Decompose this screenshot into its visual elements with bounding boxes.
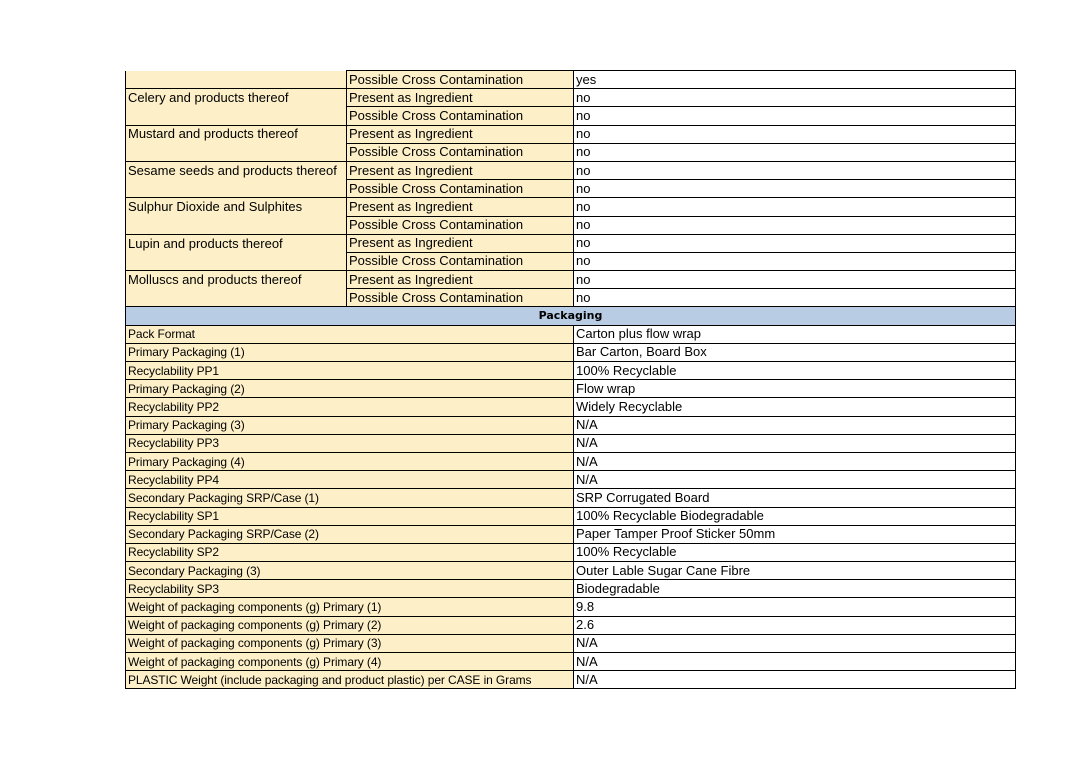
- allergen-row: [126, 143, 1016, 161]
- packaging-row: [126, 434, 1016, 452]
- packaging-label-cell: Weight of packaging components (g) Primary (3): [126, 634, 574, 652]
- packaging-label-cell: Weight of packaging components (g) Primary (1): [126, 598, 574, 616]
- packaging-label-cell: Recyclability SP1: [126, 507, 574, 525]
- allergen-value-cell: no: [574, 161, 1016, 179]
- packaging-label-cell: Secondary Packaging SRP/Case (2): [126, 525, 574, 543]
- allergen-type-cell: Present as Ingredient: [347, 271, 574, 289]
- packaging-row: [126, 398, 1016, 416]
- packaging-row: [126, 325, 1016, 343]
- packaging-value-cell: N/A: [574, 634, 1016, 652]
- allergen-row: [126, 125, 1016, 143]
- allergen-value-cell: yes: [574, 71, 1016, 89]
- packaging-label-cell: Recyclability PP2: [126, 398, 574, 416]
- allergen-name-cell: [126, 180, 347, 198]
- packaging-section: [126, 325, 1016, 689]
- packaging-row: [126, 489, 1016, 507]
- packaging-value-cell: 2.6: [574, 616, 1016, 634]
- allergen-name-cell: Mustard and products thereof: [126, 125, 347, 143]
- packaging-header: Packaging: [126, 307, 1016, 325]
- allergen-row: [126, 71, 1016, 89]
- packaging-row: [126, 580, 1016, 598]
- allergen-value-cell: no: [574, 180, 1016, 198]
- packaging-value-cell: SRP Corrugated Board: [574, 489, 1016, 507]
- packaging-label-cell: Recyclability PP4: [126, 471, 574, 489]
- allergen-name-cell: [126, 71, 347, 89]
- allergen-row: [126, 180, 1016, 198]
- allergen-row: [126, 271, 1016, 289]
- packaging-label-cell: Primary Packaging (1): [126, 343, 574, 361]
- allergen-value-cell: no: [574, 252, 1016, 270]
- allergen-type-cell: Possible Cross Contamination: [347, 289, 574, 307]
- allergen-name-cell: Molluscs and products thereof: [126, 271, 347, 289]
- allergen-type-cell: Present as Ingredient: [347, 198, 574, 216]
- packaging-value-cell: 9.8: [574, 598, 1016, 616]
- packaging-row: [126, 616, 1016, 634]
- allergen-row: [126, 252, 1016, 270]
- allergen-name-cell: Celery and products thereof: [126, 89, 347, 107]
- allergen-value-cell: no: [574, 271, 1016, 289]
- allergen-value-cell: no: [574, 89, 1016, 107]
- packaging-label-cell: Secondary Packaging SRP/Case (1): [126, 489, 574, 507]
- packaging-row: [126, 653, 1016, 671]
- allergen-row: [126, 198, 1016, 216]
- allergen-row: [126, 216, 1016, 234]
- packaging-value-cell: N/A: [574, 671, 1016, 689]
- packaging-row: [126, 416, 1016, 434]
- packaging-label-cell: Recyclability SP2: [126, 543, 574, 561]
- packaging-row: [126, 671, 1016, 689]
- allergen-type-cell: Present as Ingredient: [347, 89, 574, 107]
- allergen-value-cell: no: [574, 107, 1016, 125]
- packaging-value-cell: Flow wrap: [574, 380, 1016, 398]
- spec-sheet-table: [125, 70, 1016, 689]
- allergen-value-cell: no: [574, 234, 1016, 252]
- packaging-row: [126, 507, 1016, 525]
- packaging-row: [126, 343, 1016, 361]
- packaging-value-cell: 100% Recyclable: [574, 362, 1016, 380]
- allergen-name-cell: [126, 289, 347, 307]
- packaging-row: [126, 525, 1016, 543]
- allergen-name-cell: Lupin and products thereof: [126, 234, 347, 252]
- allergen-name-cell: [126, 216, 347, 234]
- packaging-value-cell: N/A: [574, 471, 1016, 489]
- packaging-header-row: [126, 307, 1016, 325]
- packaging-value-cell: Outer Lable Sugar Cane Fibre: [574, 562, 1016, 580]
- packaging-value-cell: Carton plus flow wrap: [574, 325, 1016, 343]
- allergen-type-cell: Possible Cross Contamination: [347, 216, 574, 234]
- packaging-label-cell: Recyclability PP3: [126, 434, 574, 452]
- allergen-section: [126, 71, 1016, 307]
- allergen-row: [126, 289, 1016, 307]
- allergen-name-cell: Sesame seeds and products thereof: [126, 161, 347, 179]
- packaging-row: [126, 598, 1016, 616]
- packaging-row: [126, 634, 1016, 652]
- allergen-name-cell: [126, 107, 347, 125]
- packaging-label-cell: Recyclability SP3: [126, 580, 574, 598]
- allergen-type-cell: Possible Cross Contamination: [347, 143, 574, 161]
- packaging-label-cell: Primary Packaging (3): [126, 416, 574, 434]
- allergen-value-cell: no: [574, 125, 1016, 143]
- allergen-value-cell: no: [574, 198, 1016, 216]
- packaging-value-cell: Biodegradable: [574, 580, 1016, 598]
- allergen-type-cell: Possible Cross Contamination: [347, 180, 574, 198]
- packaging-row: [126, 562, 1016, 580]
- packaging-label-cell: Recyclability PP1: [126, 362, 574, 380]
- allergen-type-cell: Present as Ingredient: [347, 125, 574, 143]
- packaging-value-cell: 100% Recyclable Biodegradable: [574, 507, 1016, 525]
- packaging-value-cell: N/A: [574, 416, 1016, 434]
- allergen-type-cell: Possible Cross Contamination: [347, 107, 574, 125]
- packaging-label-cell: Secondary Packaging (3): [126, 562, 574, 580]
- allergen-row: [126, 161, 1016, 179]
- packaging-value-cell: 100% Recyclable: [574, 543, 1016, 561]
- allergen-type-cell: Present as Ingredient: [347, 234, 574, 252]
- packaging-row: [126, 471, 1016, 489]
- packaging-label-cell: Pack Format: [126, 325, 574, 343]
- packaging-label-cell: Primary Packaging (2): [126, 380, 574, 398]
- packaging-label-cell: Weight of packaging components (g) Primary (4): [126, 653, 574, 671]
- packaging-value-cell: Widely Recyclable: [574, 398, 1016, 416]
- packaging-label-cell: Weight of packaging components (g) Primary (2): [126, 616, 574, 634]
- packaging-value-cell: N/A: [574, 452, 1016, 470]
- packaging-label-cell: Primary Packaging (4): [126, 452, 574, 470]
- allergen-row: [126, 107, 1016, 125]
- packaging-row: [126, 380, 1016, 398]
- packaging-value-cell: Bar Carton, Board Box: [574, 343, 1016, 361]
- allergen-value-cell: no: [574, 143, 1016, 161]
- allergen-type-cell: Possible Cross Contamination: [347, 71, 574, 89]
- allergen-name-cell: Sulphur Dioxide and Sulphites: [126, 198, 347, 216]
- allergen-name-cell: [126, 143, 347, 161]
- allergen-value-cell: no: [574, 216, 1016, 234]
- allergen-value-cell: no: [574, 289, 1016, 307]
- packaging-row: [126, 543, 1016, 561]
- allergen-name-cell: [126, 252, 347, 270]
- packaging-row: [126, 452, 1016, 470]
- allergen-type-cell: Present as Ingredient: [347, 161, 574, 179]
- allergen-row: [126, 234, 1016, 252]
- allergen-row: [126, 89, 1016, 107]
- packaging-value-cell: N/A: [574, 434, 1016, 452]
- allergen-type-cell: Possible Cross Contamination: [347, 252, 574, 270]
- packaging-label-cell: PLASTIC Weight (include packaging and product plastic) per CASE in Grams: [126, 671, 574, 689]
- packaging-value-cell: Paper Tamper Proof Sticker 50mm: [574, 525, 1016, 543]
- packaging-value-cell: N/A: [574, 653, 1016, 671]
- packaging-header-section: [126, 307, 1016, 325]
- packaging-row: [126, 362, 1016, 380]
